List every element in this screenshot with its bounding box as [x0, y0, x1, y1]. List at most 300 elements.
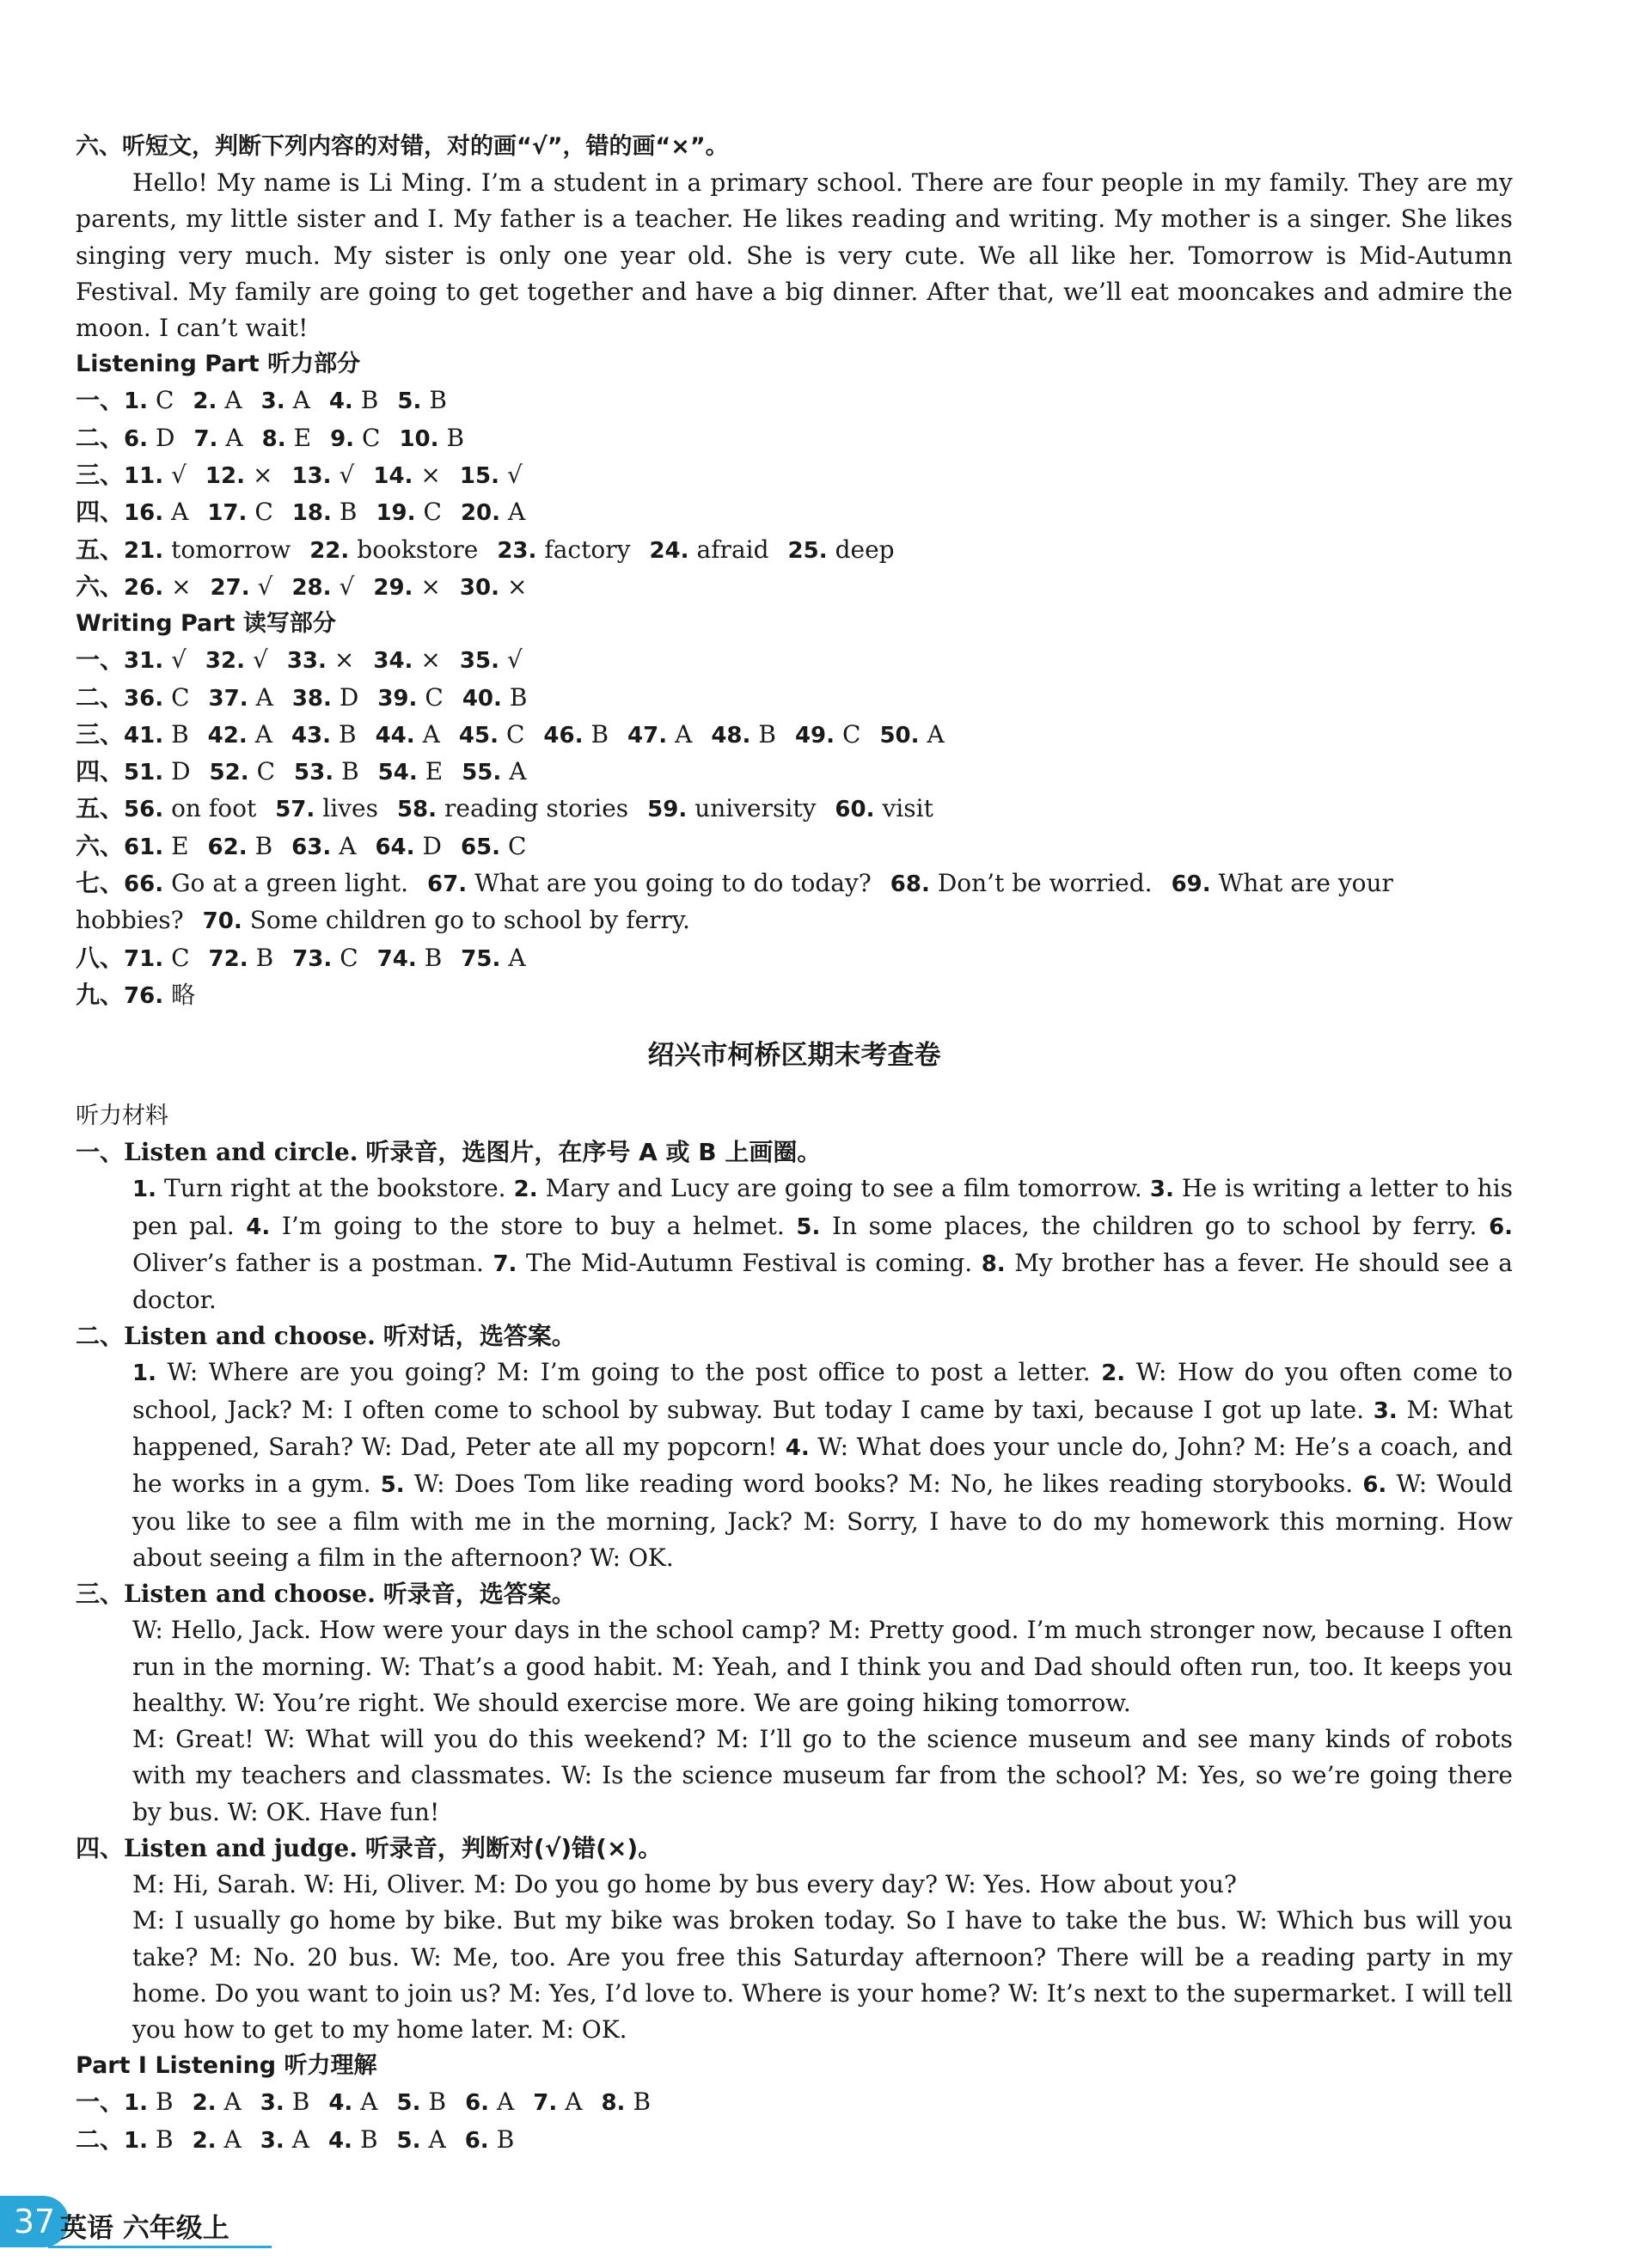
answer-item — [124, 424, 174, 452]
section-number: 二、 — [76, 1322, 125, 1351]
answer-value: × — [171, 572, 192, 601]
answer-item — [460, 645, 523, 674]
question-number: 22. — [309, 537, 350, 564]
answer-value: B — [633, 2088, 652, 2117]
answer-value: A — [291, 2124, 309, 2154]
answer-item — [465, 2125, 515, 2154]
answer-item — [397, 2088, 447, 2116]
material-section-heading — [76, 1134, 1513, 1171]
answer-value: A — [422, 719, 440, 749]
answer-value: E — [425, 757, 444, 786]
section-number: 六、 — [76, 831, 125, 860]
answer-item — [835, 794, 933, 822]
question-number: 44. — [375, 722, 415, 749]
line-number: 3. — [1149, 1177, 1174, 1203]
answer-row — [76, 569, 1513, 606]
question-number: 20. — [460, 500, 501, 527]
answer-item — [649, 535, 768, 564]
answer-item — [124, 869, 408, 897]
question-number: 75. — [461, 945, 501, 972]
answer-item — [209, 944, 274, 972]
line-number: 6. — [1489, 1213, 1514, 1240]
question-number: 8. — [261, 425, 286, 452]
exam-title: 绍兴市柯桥区期末考查卷 — [647, 1040, 941, 1072]
section-number: 五、 — [76, 794, 125, 823]
answer-value: B — [590, 719, 609, 749]
question-number: 9. — [330, 425, 355, 452]
answer-value: C — [340, 943, 358, 972]
answer-item — [459, 720, 525, 749]
answer-item — [795, 720, 861, 749]
question-number: 58. — [396, 797, 437, 823]
line-number: 1. — [132, 1360, 156, 1387]
answer-item — [397, 2125, 446, 2154]
part1-title: Part Ⅰ Listening 听力理解 — [76, 2052, 377, 2080]
answer-value: × — [420, 645, 441, 675]
answer-value: visit — [882, 794, 933, 823]
answer-item — [205, 645, 268, 674]
question-number: 71. — [124, 945, 164, 972]
question-number: 7. — [193, 425, 218, 452]
question-number: 37. — [208, 685, 248, 712]
line-number: 7. — [493, 1250, 517, 1277]
question-number: 17. — [207, 500, 248, 527]
answer-item — [260, 2088, 310, 2116]
question-number: 42. — [207, 722, 248, 749]
answer-row — [76, 717, 1513, 754]
question-number: 18. — [291, 500, 332, 527]
answer-item — [462, 757, 526, 786]
line-text: The Mid-Autumn Festival is coming. — [525, 1248, 973, 1277]
answer-item — [208, 832, 273, 860]
answer-value: C — [425, 682, 444, 712]
answer-value: B — [255, 943, 274, 972]
question-number: 57. — [275, 797, 315, 823]
question-number: 10. — [399, 425, 439, 452]
answer-value: A — [292, 386, 310, 415]
question-number: 12. — [205, 463, 245, 490]
answer-item — [373, 461, 441, 489]
question-number: 69. — [1171, 871, 1211, 898]
answer-item — [124, 498, 188, 526]
answer-item — [377, 944, 443, 972]
question-number: 72. — [208, 945, 248, 972]
section-number: 四、 — [76, 1833, 125, 1862]
section-title-en: Listen and judge. — [124, 1833, 358, 1862]
question-number: 60. — [835, 797, 875, 823]
question-number: 7. — [533, 2090, 558, 2117]
answer-value: A — [508, 943, 526, 972]
answer-value: B — [758, 719, 776, 749]
section-six-heading: 六、听短文，判断下列内容的对错，对的画“√”，错的画“×”。 — [76, 133, 729, 160]
answer-item — [292, 944, 358, 972]
answer-value: B — [360, 386, 379, 415]
section-number: 一、 — [76, 386, 125, 415]
question-number: 5. — [397, 388, 422, 415]
line-number: 3. — [1373, 1397, 1398, 1424]
line-text: W: What does your uncle do, John? M: He’s a coach, and he works in a gym. — [132, 1433, 1513, 1499]
answer-value: √ — [506, 461, 523, 490]
answer-value: factory — [544, 535, 631, 564]
answer-item — [373, 645, 441, 674]
line-text: W: How do you often come to school, Jack? M: I often come to school by subway. But today I came by taxi, because I got up late. — [132, 1358, 1513, 1424]
answer-item — [124, 832, 189, 860]
answer-value: B — [254, 831, 273, 860]
question-number: 6. — [464, 2127, 489, 2154]
listening-answers — [76, 382, 1513, 606]
line-text: W: Where are you going? M: I’m going to the post office to post a letter. — [167, 1358, 1091, 1387]
section-number: 二、 — [76, 423, 125, 452]
answer-row — [76, 940, 1513, 977]
question-number: 74. — [376, 945, 417, 972]
answer-item — [397, 386, 447, 414]
question-number: 4. — [327, 2127, 352, 2154]
listening-part-title: Listening Part 听力部分 — [76, 351, 361, 378]
answer-value: tomorrow — [171, 535, 291, 564]
answer-item — [460, 572, 528, 601]
line-text: W: Does Tom like reading word books? M: No, he likes reading storybooks. — [413, 1470, 1354, 1499]
section-number: 二、 — [76, 2124, 125, 2154]
question-number: 32. — [205, 648, 245, 675]
answer-value: A — [927, 719, 945, 749]
answer-value: A — [171, 498, 189, 527]
question-number: 39. — [377, 685, 418, 712]
answer-item — [124, 461, 187, 489]
answer-row — [76, 680, 1513, 717]
question-number: 19. — [376, 500, 416, 527]
question-number: 2. — [192, 2127, 217, 2154]
answer-item — [375, 832, 442, 860]
answer-value: B — [359, 2124, 378, 2154]
question-number: 33. — [286, 648, 327, 675]
answer-value: What are you going to do today? — [474, 869, 872, 898]
section-number: 三、 — [76, 461, 125, 490]
answer-row — [76, 494, 1513, 531]
section-number: 三、 — [76, 719, 125, 749]
answer-item — [627, 720, 692, 749]
answer-row — [76, 642, 1513, 679]
section-number: 一、 — [76, 645, 125, 675]
answer-item — [376, 498, 442, 526]
section-number: 一、 — [76, 2088, 125, 2117]
question-number: 24. — [649, 537, 689, 564]
line-text: I’m going to the store to buy a helmet. — [281, 1211, 785, 1240]
line-text: Oliver’s father is a postman. — [132, 1248, 484, 1277]
answer-item — [291, 832, 356, 860]
answer-item — [294, 757, 359, 786]
answer-item — [261, 386, 310, 414]
section-title-en: Listen and circle. — [124, 1138, 358, 1167]
answer-row — [76, 977, 1513, 1014]
answer-value: √ — [506, 645, 523, 675]
listening-material-sections — [76, 1134, 1513, 2048]
book-label: 英语 六年级上 — [60, 2213, 229, 2244]
answer-value: A — [360, 2088, 378, 2117]
answer-item — [124, 535, 291, 564]
answer-value: C — [505, 719, 525, 749]
answer-value: E — [171, 831, 189, 860]
section-number: 九、 — [76, 980, 125, 1009]
listening-material-label: 听力材料 — [76, 1103, 168, 1130]
answer-value: × — [333, 645, 355, 675]
question-number: 25. — [787, 537, 828, 564]
dialogue-paragraph: W: Hello, Jack. How were your days in the school camp? M: Pretty good. I’m much stronger now, because I often run in the morning. W: That’s a good habit. M: Yeah, and I think you and Dad should often run, too. It keeps you healthy. W: You’re right. We should exercise more. We are going hiking tomorrow. — [132, 1616, 1513, 1717]
answer-value: √ — [339, 572, 355, 601]
material-section-text — [76, 1354, 1513, 1576]
answer-item — [328, 2125, 378, 2154]
answer-row — [76, 532, 1513, 569]
question-number: 4. — [328, 2090, 353, 2117]
writing-part-title: Writing Part 读写部分 — [76, 610, 336, 638]
answer-value: bookstore — [357, 535, 479, 564]
answer-item — [328, 2088, 377, 2116]
material-section-heading — [76, 1318, 1513, 1354]
answer-value: C — [171, 682, 190, 712]
question-number: 34. — [373, 648, 413, 675]
answer-item — [292, 498, 358, 526]
writing-answers-section-8 — [76, 940, 1513, 977]
section-title-zh: 听对话，选答案。 — [382, 1322, 576, 1351]
page-number: 37 — [0, 2196, 69, 2247]
question-number: 3. — [260, 388, 285, 415]
answer-value: √ — [257, 572, 273, 601]
answer-item — [203, 906, 690, 934]
answer-value: C — [171, 943, 190, 972]
question-number: 61. — [124, 834, 164, 860]
answer-item — [193, 2088, 242, 2116]
answer-item — [460, 461, 523, 489]
dialogue-paragraph: M: Hi, Sarah. W: Hi, Oliver. M: Do you go home by bus every day? W: Yes. How about you? — [132, 1869, 1237, 1898]
answer-value: C — [842, 719, 861, 749]
answer-value: × — [420, 572, 441, 601]
section-title-zh: 听录音，选图片，在序号 A 或 B 上画圈。 — [365, 1138, 822, 1167]
answer-value: lives — [322, 794, 378, 823]
answer-value: A — [565, 2088, 583, 2117]
question-number: 1. — [124, 2090, 148, 2117]
answer-item — [124, 2125, 174, 2154]
question-number: 55. — [462, 760, 502, 786]
answer-value: D — [155, 423, 175, 452]
question-number: 6. — [124, 425, 148, 452]
answer-value: B — [509, 682, 528, 712]
question-number: 68. — [890, 871, 930, 898]
answer-row — [76, 754, 1513, 791]
footer-accent-line — [48, 2246, 272, 2248]
question-number: 14. — [373, 463, 413, 490]
answer-value: C — [155, 386, 174, 415]
question-number: 63. — [291, 834, 332, 860]
section-number: 八、 — [76, 943, 125, 972]
section-number: 七、 — [76, 869, 125, 898]
answer-item — [427, 869, 872, 897]
answer-value: B — [339, 719, 357, 749]
question-number: 2. — [193, 388, 217, 415]
answer-item — [211, 572, 273, 601]
section-number: 一、 — [76, 1138, 125, 1167]
answer-item — [461, 944, 525, 972]
answer-row — [76, 420, 1513, 457]
answer-item — [260, 2125, 309, 2154]
answer-row — [76, 2122, 1513, 2159]
answer-value: A — [339, 831, 357, 860]
section-title-zh: 听录音，选答案。 — [382, 1580, 576, 1609]
answer-item — [461, 498, 525, 526]
question-number: 1. — [124, 2127, 148, 2154]
question-number: 59. — [647, 797, 688, 823]
answer-value: reading stories — [444, 794, 629, 823]
question-number: 31. — [124, 648, 164, 675]
answer-item — [209, 683, 273, 712]
answer-value: C — [254, 498, 273, 527]
section-number: 二、 — [76, 682, 125, 712]
writing-answers-section-9 — [76, 977, 1513, 1014]
answer-item — [262, 424, 311, 452]
answer-item — [205, 461, 273, 489]
question-number: 65. — [460, 834, 501, 860]
line-number: 5. — [796, 1213, 821, 1240]
answer-item — [291, 461, 354, 489]
page-footer — [0, 2196, 516, 2256]
answer-value: university — [694, 794, 817, 823]
listening-passage: Hello! My name is Li Ming. I’m a student in a primary school. There are four people in my family. They are my parents, my little sister and I. My father is a teacher. He likes reading and writing. My mother is a singer. She likes singing very much. My sister is only one year old. She is very cute. We all like her. Tomorrow is Mid-Autumn Festival. My family are going to get together and have a big dinner. After that, we’ll eat mooncakes and admire the moon. I can’t wait! — [76, 168, 1513, 343]
answer-value: × — [420, 461, 441, 490]
question-number: 5. — [396, 2127, 421, 2154]
line-text: W: Would you like to see a film with me in the morning, Jack? M: Sorry, I have to do my homework this morning. How about seeing a film in the afternoon? W: OK. — [132, 1470, 1514, 1572]
line-number: 6. — [1362, 1472, 1387, 1499]
question-number: 64. — [375, 834, 415, 860]
answer-item — [124, 645, 187, 674]
answer-item — [124, 757, 191, 786]
answer-item — [124, 981, 195, 1009]
answer-item — [330, 424, 380, 452]
answer-item — [124, 683, 190, 712]
answer-item — [711, 720, 776, 749]
question-number: 38. — [291, 685, 332, 712]
answer-value: B — [171, 719, 189, 749]
question-number: 2. — [192, 2090, 217, 2117]
answer-row — [76, 791, 1513, 828]
answer-value: B — [496, 2124, 515, 2154]
line-text: Turn right at the bookstore. — [164, 1174, 506, 1203]
line-number: 2. — [513, 1177, 538, 1203]
answer-item — [291, 572, 354, 601]
page-content — [76, 129, 1513, 2159]
answer-value: D — [339, 682, 359, 712]
answer-value: B — [429, 386, 447, 415]
answer-value: E — [293, 423, 312, 452]
line-number: 4. — [785, 1435, 810, 1462]
material-section-heading — [76, 1831, 1513, 1867]
answer-item — [377, 683, 444, 712]
answer-value: √ — [171, 645, 187, 675]
line-number: 2. — [1101, 1360, 1126, 1387]
answer-value: C — [256, 757, 276, 786]
answer-item — [376, 720, 440, 749]
question-number: 30. — [459, 574, 499, 601]
answer-item — [193, 424, 242, 452]
answer-row — [76, 382, 1513, 419]
question-number: 73. — [292, 945, 333, 972]
question-number: 49. — [794, 722, 835, 749]
question-number: 54. — [377, 760, 418, 786]
line-number: 1. — [132, 1177, 156, 1203]
answer-item — [124, 944, 190, 972]
answer-value: Go at a green light. — [171, 869, 409, 898]
question-number: 21. — [124, 537, 164, 564]
answer-value: deep — [835, 535, 895, 564]
answer-item — [647, 794, 816, 822]
question-number: 46. — [543, 722, 584, 749]
answer-item — [465, 2088, 514, 2116]
answer-value: B — [339, 498, 358, 527]
answer-value: What are your hobbies? — [76, 869, 1393, 935]
question-number: 8. — [601, 2090, 626, 2117]
answer-value: × — [506, 572, 528, 601]
section-number: 四、 — [76, 757, 125, 786]
answer-value: B — [424, 943, 443, 972]
answer-value: A — [224, 386, 242, 415]
answer-value: √ — [252, 645, 268, 675]
question-number: 40. — [462, 685, 502, 712]
answer-item — [309, 535, 478, 564]
question-number: 27. — [210, 574, 250, 601]
answer-item — [461, 832, 527, 860]
section-title-en: Listen and choose. — [124, 1580, 376, 1609]
question-number: 3. — [260, 2090, 285, 2117]
answer-row — [76, 457, 1513, 494]
part1-answers — [76, 2084, 1513, 2159]
answer-value: B — [291, 2088, 310, 2117]
question-number: 11. — [124, 463, 164, 490]
answer-value: A — [497, 2088, 515, 2117]
question-number: 3. — [260, 2127, 285, 2154]
answer-item — [193, 386, 242, 414]
answer-item — [373, 572, 441, 601]
question-number: 16. — [124, 500, 164, 527]
answer-item — [497, 535, 630, 564]
answer-item — [292, 683, 359, 712]
answer-value: B — [155, 2124, 174, 2154]
answer-value: 略 — [171, 980, 196, 1009]
answer-item — [329, 386, 379, 414]
question-number: 66. — [124, 871, 164, 898]
answer-item — [601, 2088, 651, 2116]
answer-value: A — [428, 2124, 446, 2154]
answer-item — [543, 720, 609, 749]
answer-item — [124, 2088, 174, 2116]
answer-value: C — [508, 831, 527, 860]
answer-value: D — [171, 757, 191, 786]
answer-item — [397, 794, 628, 822]
question-number: 70. — [202, 908, 242, 935]
question-number: 53. — [294, 760, 334, 786]
answer-value: B — [155, 2088, 174, 2117]
answer-item — [210, 757, 276, 786]
answer-value: A — [254, 719, 272, 749]
answer-value: Don’t be worried. — [937, 869, 1153, 898]
answer-row — [76, 828, 1513, 865]
answer-value: A — [223, 2124, 242, 2154]
question-number: 4. — [328, 388, 353, 415]
question-number: 1. — [124, 388, 148, 415]
section-number: 五、 — [76, 535, 125, 564]
answer-value: Some children go to school by ferry. — [249, 906, 690, 935]
answer-item — [533, 2088, 582, 2116]
writing-answers — [76, 642, 1513, 865]
section-number: 四、 — [76, 498, 125, 527]
section-title-zh: 听录音，判断对(√)错(×)。 — [364, 1833, 663, 1862]
answer-item — [207, 498, 273, 526]
